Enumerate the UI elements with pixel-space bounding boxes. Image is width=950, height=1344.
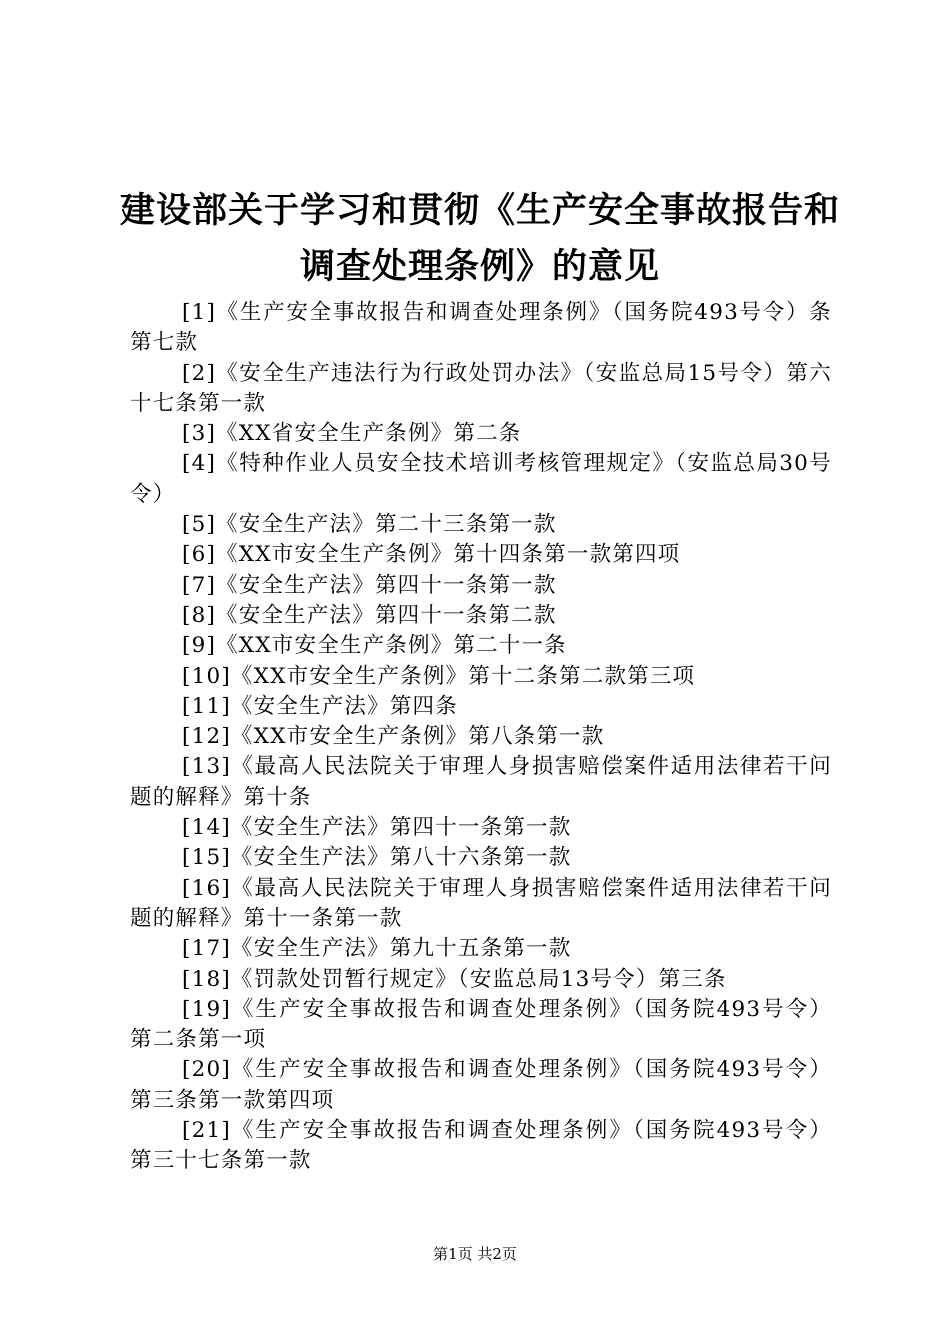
- reference-item: [9]《XX市安全生产条例》第二十一条: [182, 633, 567, 659]
- reference-item: [15]《安全生产法》第八十六条第一款: [182, 845, 572, 871]
- title-line-1: 建设部关于学习和贯彻《生产安全事故报告和: [120, 191, 841, 231]
- reference-item: [4]《特种作业人员安全技术培训考核管理规定》（安监总局30号令）: [130, 451, 832, 507]
- reference-item: [10]《XX市安全生产条例》第十二条第二款第三项: [182, 663, 696, 689]
- document-title: [120, 183, 840, 295]
- reference-item: [5]《安全生产法》第二十三条第一款: [182, 512, 557, 538]
- reference-item: [18]《罚款处罚暂行规定》（安监总局13号令）第三条: [182, 966, 727, 992]
- reference-item: [12]《XX市安全生产条例》第八条第一款: [182, 724, 605, 750]
- reference-item: [17]《安全生产法》第九十五条第一款: [182, 936, 572, 962]
- reference-item: [3]《XX省安全生产条例》第二条: [182, 421, 522, 447]
- reference-item: [13]《最高人民法院关于审理人身损害赔偿案件适用法律若干问题的解释》第十条: [130, 754, 832, 810]
- reference-item: [11]《安全生产法》第四条: [182, 693, 458, 719]
- page-footer: 第1页 共2页: [433, 1245, 517, 1263]
- reference-item: [6]《XX市安全生产条例》第十四条第一款第四项: [182, 542, 681, 568]
- reference-item: [1]《生产安全事故报告和调查处理条例》（国务院493号令）条第七款: [130, 300, 832, 356]
- reference-item: [20]《生产安全事故报告和调查处理条例》（国务院493号令）第三条第一款第四项: [130, 1057, 832, 1113]
- reference-list: [130, 298, 832, 1177]
- reference-item: [7]《安全生产法》第四十一条第一款: [182, 572, 557, 598]
- reference-item: [14]《安全生产法》第四十一条第一款: [182, 815, 572, 841]
- reference-item: [19]《生产安全事故报告和调查处理条例》（国务院493号令）第二条第一项: [130, 996, 832, 1053]
- reference-item: [2]《安全生产违法行为行政处罚办法》（安监总局15号令）第六十七条第一款: [130, 360, 832, 416]
- reference-item: [8]《安全生产法》第四十一条第二款: [182, 602, 557, 628]
- title-line-2: 调查处理条例》的意见: [299, 247, 660, 287]
- reference-item: [21]《生产安全事故报告和调查处理条例》（国务院493号令）第三十七条第一款: [130, 1118, 832, 1174]
- reference-item: [16]《最高人民法院关于审理人身损害赔偿案件适用法律若干问题的解释》第十一条第一款: [130, 875, 832, 931]
